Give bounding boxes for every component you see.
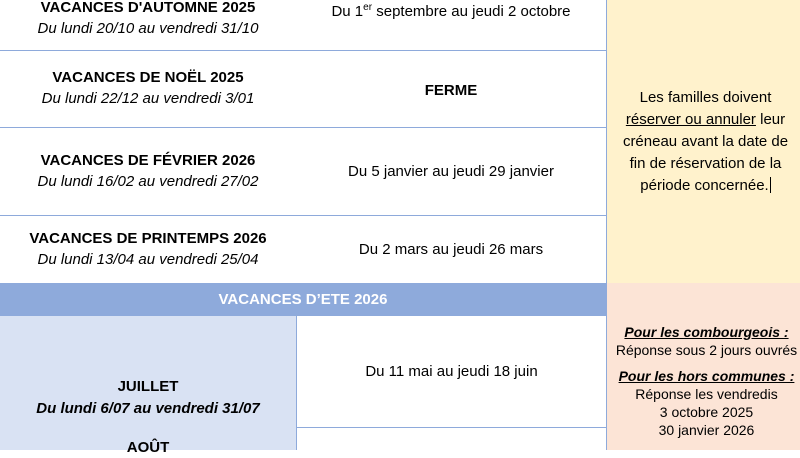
summer-july-cell — [0, 316, 296, 456]
note-line-3: créneau avant la date de — [622, 132, 789, 150]
reservation-february: Du 5 janvier au jeudi 29 janvier — [348, 162, 554, 180]
reservation-autumn-sup: er — [363, 2, 373, 13]
reservation-christmas-cell — [296, 51, 606, 128]
reservation-autumn-suffix: septembre au jeudi 2 octobre — [372, 3, 571, 20]
summer-july-reservation: Du 11 mai au jeudi 18 juin — [365, 362, 538, 380]
summer-august-reservation-cell — [296, 428, 606, 450]
response-heading-combourgeois: Pour les combourgeois : — [624, 324, 789, 340]
note-line-1: Les familles doivent — [639, 88, 772, 106]
holiday-christmas-cell — [0, 51, 296, 128]
holiday-february-title: VACANCES DE FÉVRIER 2026 — [40, 151, 256, 169]
holiday-christmas-title: VACANCES DE NOËL 2025 — [52, 69, 244, 86]
holiday-autumn-cell — [0, 0, 296, 51]
response-text-hors-communes: Réponse les vendredis — [635, 386, 778, 402]
holiday-christmas-dates: Du lundi 22/12 au vendredi 3/01 — [41, 90, 255, 107]
holiday-autumn-dates: Du lundi 20/10 au vendredi 31/10 — [37, 20, 259, 37]
note-line-5-text: période concernée. — [640, 176, 769, 194]
summer-header: VACANCES D’ETE 2026 — [0, 283, 606, 316]
summer-july-title: JUILLET — [117, 378, 179, 395]
holiday-spring-dates: Du lundi 13/04 au vendredi 25/04 — [37, 250, 259, 268]
response-date-2: 30 janvier 2026 — [658, 422, 755, 438]
response-date-1: 3 octobre 2025 — [659, 404, 754, 420]
response-heading-hors-communes: Pour les hors communes : — [618, 368, 795, 384]
reservation-autumn — [331, 2, 570, 22]
reservation-autumn-prefix: Du 1 — [331, 3, 364, 20]
response-text-combourgeois: Réponse sous 2 jours ouvrés — [615, 342, 798, 358]
holiday-autumn-title: VACANCES D'AUTOMNE 2025 — [40, 0, 256, 16]
reservation-february-cell — [296, 128, 606, 216]
note-line-4: fin de réservation de la — [629, 154, 782, 172]
text-cursor — [770, 177, 771, 193]
response-info — [616, 323, 797, 439]
summer-july-reservation-cell — [296, 316, 606, 428]
reservation-spring: Du 2 mars au jeudi 26 mars — [358, 240, 544, 258]
summer-july-dates: Du lundi 6/07 au vendredi 31/07 — [36, 400, 260, 417]
note-underlined: réserver ou annuler — [625, 110, 756, 128]
holiday-february-cell — [0, 128, 296, 216]
holiday-spring-title: VACANCES DE PRINTEMPS 2026 — [29, 229, 267, 247]
holiday-spring-cell — [0, 216, 296, 283]
summer-august-title: AOÛT — [126, 439, 170, 456]
response-cell — [606, 283, 800, 450]
note-after-underline: leur — [755, 110, 786, 128]
reservation-note — [619, 87, 788, 197]
note-cell — [606, 0, 800, 283]
reservation-christmas: FERME — [424, 82, 478, 99]
reservation-spring-cell — [296, 216, 606, 283]
reservation-autumn-cell — [296, 0, 606, 51]
holiday-february-dates: Du lundi 16/02 au vendredi 27/02 — [37, 172, 259, 190]
note-line-5 — [623, 175, 788, 197]
note-line-2 — [623, 109, 788, 131]
